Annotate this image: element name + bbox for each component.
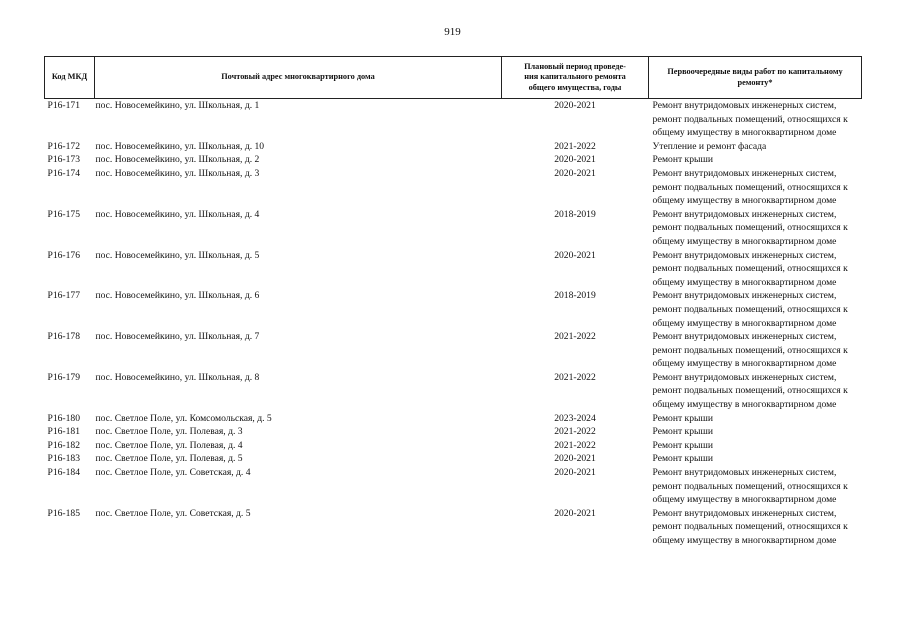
cell-period: 2018-2019 [554, 290, 596, 302]
cell-code: Р16-183 [47, 453, 81, 465]
cell-address: пос. Новосемейкино, ул. Школьная, д. 7 [95, 331, 260, 343]
table-row [45, 452, 862, 466]
cell-address: пос. Новосемейкино, ул. Школьная, д. 6 [95, 290, 260, 302]
cell-code: Р16-175 [47, 208, 81, 220]
cell-code: Р16-180 [47, 412, 81, 424]
cell-works: Ремонт крыши [652, 453, 713, 465]
table-row [45, 289, 862, 330]
cell-code: Р16-172 [47, 140, 81, 152]
cell-period: 2020-2021 [554, 467, 596, 479]
table-body [45, 99, 862, 548]
cell-address: пос. Новосемейкино, ул. Школьная, д. 4 [95, 208, 260, 220]
cell-works: Ремонт крыши [652, 154, 713, 166]
cell-address: пос. Светлое Поле, ул. Полевая, д. 4 [95, 439, 243, 451]
table-row [45, 466, 862, 507]
cell-period: 2020-2021 [554, 249, 596, 261]
cell-address: пос. Светлое Поле, ул. Полевая, д. 3 [95, 426, 243, 438]
cell-address: пос. Новосемейкино, ул. Школьная, д. 3 [95, 167, 260, 179]
cell-code: Р16-178 [47, 331, 81, 343]
cell-period: 2020-2021 [554, 167, 596, 179]
cell-period: 2023-2024 [554, 412, 596, 424]
cell-code: Р16-179 [47, 371, 81, 383]
table-row [45, 99, 862, 140]
cell-address: пос. Светлое Поле, ул. Советская, д. 4 [95, 467, 251, 479]
cell-works: Ремонт внутридомовых инженерных систем, ремонт подвальных помещений, относящихся к общему имуществу в многоквартирном доме [652, 167, 848, 207]
table-row [45, 507, 862, 548]
cell-works: Ремонт внутридомовых инженерных систем, ремонт подвальных помещений, относящихся к общему имуществу в многоквартирном доме [652, 371, 848, 411]
table-row [45, 330, 862, 371]
capital-repair-table [44, 56, 862, 548]
cell-works: Ремонт внутридомовых инженерных систем, ремонт подвальных помещений, относящихся к общему имуществу в многоквартирном доме [652, 249, 848, 288]
table-row [45, 208, 862, 249]
cell-works: Ремонт крыши [652, 412, 713, 424]
cell-period: 2021-2022 [554, 439, 596, 451]
table-row [45, 371, 862, 412]
cell-period: 2020-2021 [554, 154, 596, 166]
cell-works: Ремонт внутридомовых инженерных систем, ремонт подвальных помещений, относящихся к общему имуществу в многоквартирном доме [652, 331, 848, 370]
table-row [45, 425, 862, 439]
cell-period: 2021-2022 [554, 371, 596, 383]
cell-code: Р16-171 [47, 100, 81, 111]
cell-period: 2020-2021 [554, 507, 596, 519]
cell-code: Р16-176 [47, 249, 81, 261]
cell-works: Ремонт внутридомовых инженерных систем, ремонт подвальных помещений, относящихся к общему имуществу в многоквартирном доме [652, 467, 848, 506]
header-period: Плановый период проведе- ния капитального ремонта общего имущества, годы [502, 57, 649, 99]
table-row [45, 439, 862, 453]
cell-address: пос. Светлое Поле, ул. Комсомольская, д. 5 [95, 412, 272, 424]
cell-code: Р16-181 [47, 426, 81, 438]
cell-period: 2021-2022 [554, 140, 596, 152]
table-row [45, 167, 862, 208]
table-row [45, 140, 862, 154]
cell-address: пос. Новосемейкино, ул. Школьная, д. 1 [95, 100, 260, 111]
cell-works: Ремонт крыши [652, 426, 713, 438]
cell-address: пос. Новосемейкино, ул. Школьная, д. 5 [95, 249, 260, 261]
header-works: Первоочередные виды работ по капитальному ремонту* [649, 57, 862, 99]
table-row [45, 249, 862, 290]
cell-address: пос. Новосемейкино, ул. Школьная, д. 2 [95, 154, 260, 166]
page-number: 919 [444, 26, 461, 38]
cell-code: Р16-184 [47, 467, 81, 479]
header-address: Почтовый адрес многоквартирного дома [95, 57, 502, 99]
header-code: Код МКД [45, 57, 95, 99]
cell-code: Р16-174 [47, 167, 81, 179]
cell-address: пос. Светлое Поле, ул. Советская, д. 5 [95, 507, 251, 519]
cell-works: Ремонт внутридомовых инженерных систем, ремонт подвальных помещений, относящихся к общему имуществу в многоквартирном доме [652, 100, 848, 139]
cell-code: Р16-185 [47, 507, 81, 519]
cell-address: пос. Светлое Поле, ул. Полевая, д. 5 [95, 453, 243, 465]
cell-works: Ремонт внутридомовых инженерных систем, ремонт подвальных помещений, относящихся к общему имуществу в многоквартирном доме [652, 208, 848, 247]
cell-works: Ремонт внутридомовых инженерных систем, ремонт подвальных помещений, относящихся к общему имуществу в многоквартирном доме [652, 290, 848, 329]
cell-works: Утепление и ремонт фасада [652, 140, 767, 152]
cell-period: 2020-2021 [554, 100, 596, 111]
cell-period: 2018-2019 [554, 208, 596, 220]
cell-period: 2021-2022 [554, 331, 596, 343]
cell-address: пос. Новосемейкино, ул. Школьная, д. 8 [95, 371, 260, 383]
cell-code: Р16-182 [47, 439, 81, 451]
cell-period: 2021-2022 [554, 426, 596, 438]
table-header [45, 57, 862, 99]
cell-code: Р16-173 [47, 154, 81, 166]
cell-works: Ремонт крыши [652, 439, 713, 451]
table-row [45, 412, 862, 426]
cell-address: пос. Новосемейкино, ул. Школьная, д. 10 [95, 140, 265, 152]
cell-works: Ремонт внутридомовых инженерных систем, ремонт подвальных помещений, относящихся к общему имуществу в многоквартирном доме [652, 507, 848, 546]
cell-period: 2020-2021 [554, 453, 596, 465]
table-row [45, 153, 862, 167]
cell-code: Р16-177 [47, 290, 81, 302]
